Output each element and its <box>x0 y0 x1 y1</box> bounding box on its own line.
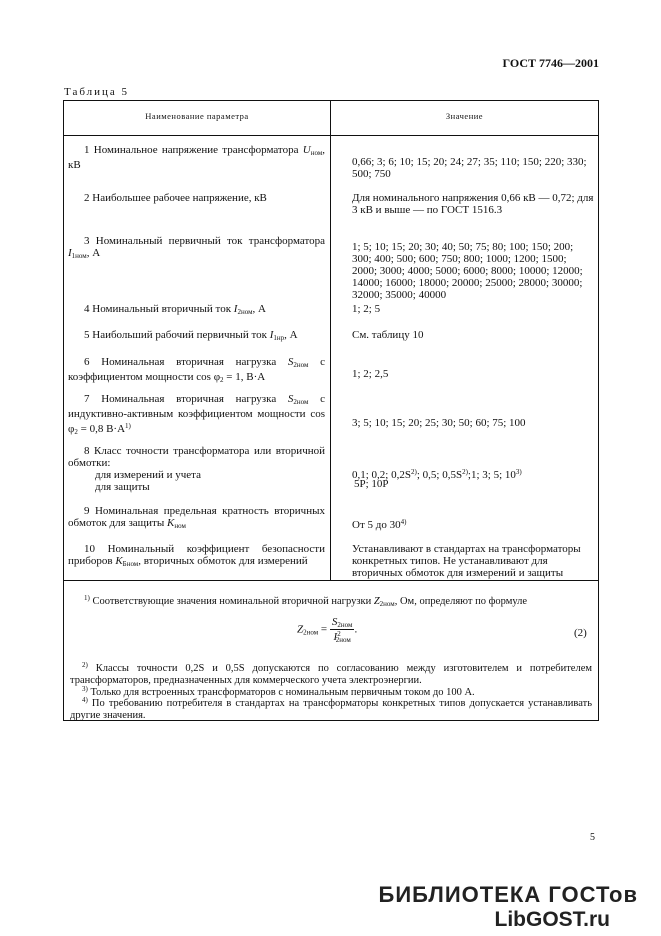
row-10-value: Устанавливают в стандартах на трансформаторы конкретных типов. Не устанавливают для вторичных обмоток для измерений и защиты <box>352 543 581 579</box>
row-2-value: Для номинального напряжения 0,66 кВ — 0,72; для 3 кВ и выше — по ГОСТ 1516.3 <box>352 192 594 216</box>
library-site: LibGOST.ru <box>494 908 610 931</box>
row-7-value: 3; 5; 10; 15; 20; 25; 30; 50; 60; 75; 100 <box>352 417 526 429</box>
table-caption: Таблица 5 <box>64 86 130 98</box>
row-5-parameter: 5 Наибольший рабочий первичный ток $I_{1нр}$, А <box>84 329 298 342</box>
footnote-2: $^{2)}$ Классы точности 0,2S и 0,5S допускаются по согласованию между изготовителем и потребителем трансформаторов, предназначенных для коммерческого учета электроэнергии. <box>70 661 593 686</box>
row-4-parameter: 4 Номинальный вторичный ток $I_{2ном}$, А <box>84 303 266 316</box>
column-header-value: Значение <box>445 111 484 121</box>
footnote-1: $^{1)}$ Соответствующие значения номинальной вторичной нагрузки $Z_{2ном}$, Ом, определяют по формуле <box>84 594 528 608</box>
row-8-sub-measurement-label: для измерений и учета <box>95 469 201 481</box>
library-name: БИБЛИОТЕКА ГОСТов <box>378 882 638 907</box>
row-1-parameter: 1 Номинальное напряжение трансформатора $U_{ном}$, кВ <box>68 144 326 171</box>
column-header-parameter: Наименование параметра <box>145 111 249 121</box>
row-9-value: От 5 до 30$^{4)}$ <box>352 518 407 531</box>
page-number: 5 <box>590 832 595 843</box>
footnote-4: $^{4)}$ По требованию потребителя в стандартах на трансформаторы конкретных типов допускается устанавливать другие значения. <box>70 696 593 721</box>
row-6-parameter: 6 Номинальная вторичная нагрузка $S_{2ном}$ с коэффициентом мощности $\cos \varphi_2 = 1$, В·А <box>68 356 326 384</box>
formula: $Z_{2ном}$ = $\frac{S_{2ном}}{I^2_{2ном}}$ . <box>297 616 358 644</box>
row-8-sub-protection-label: для защиты <box>95 481 150 493</box>
row-3-parameter: 3 Номинальный первичный ток трансформатора $I_{1ном}$, А <box>68 235 325 260</box>
row-6-value: 1; 2; 2,5 <box>352 368 389 380</box>
row-3-value: 1; 5; 10; 15; 20; 30; 40; 50; 75; 80; 100; 150; 200; 300; 400; 500; 600; 750; 800; 1000; 1200; 1500; 2000; 3000; 4000; 5000; 6000; 8000; 10000; 12000; 14000; 16000; 18000; 20000; 25000; 28000; 30000; 32000; 35000; 40000 <box>352 241 583 301</box>
formula-fraction: $\frac{S_{2ном}}{I^2_{2ном}}$ <box>331 616 353 644</box>
library-watermark <box>362 882 638 932</box>
formula-number: (2) <box>574 627 587 639</box>
row-8-sub-protection-value: 5P; 10P <box>354 478 389 490</box>
row-7-parameter: 7 Номинальная вторичная нагрузка $S_{2ном}$ с индуктивно-активным коэффициентом мощности $\cos \varphi_2 = 0,8$ $В\cdot А^{1)}$ <box>68 393 326 436</box>
column-divider <box>330 100 331 580</box>
footnotes-divider <box>63 580 599 581</box>
header-divider <box>63 135 599 136</box>
row-1-value: 0,66; 3; 6; 10; 15; 20; 24; 27; 35; 110; 150; 220; 330; 500; 750 <box>352 156 587 180</box>
document-code: ГОСТ 7746—2001 <box>502 56 599 70</box>
row-9-parameter: 9 Номинальная предельная кратность вторичных обмоток для защиты $K_{ном}$ <box>68 505 325 530</box>
row-5-value: См. таблицу 10 <box>352 329 424 341</box>
row-8-parameter: 8 Класс точности трансформатора или вторичной обмотки: <box>68 445 326 469</box>
footnote-3: $^{3)}$ Только для встроенных трансформаторов с номинальным первичным током до 100 А. <box>82 685 475 698</box>
row-10-parameter: 10 Номинальный коэффициент безопасности приборов $K_{Бном}$, вторичных обмоток для измерений <box>68 543 325 568</box>
row-4-value: 1; 2; 5 <box>352 303 381 315</box>
row-8-sub-measurement-value: 0,1; 0,2; $0,2S^{2)}$; 0,5; $0,5S^{2)};1$; 3; 5; 10$^{3)}$ <box>352 468 522 481</box>
row-2-parameter: 2 Наибольшее рабочее напряжение, кВ <box>84 192 267 204</box>
